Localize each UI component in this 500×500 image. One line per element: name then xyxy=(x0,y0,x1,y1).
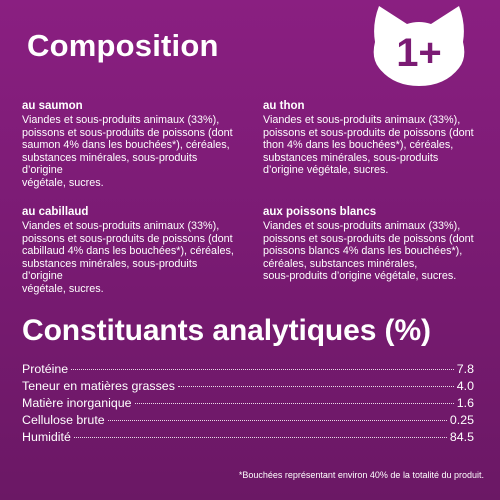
dotted-leader xyxy=(74,437,447,438)
composition-line: Viandes et sous-produits animaux (33%), xyxy=(263,114,461,126)
analytics-value: 1.6 xyxy=(456,396,474,410)
composition-title: Composition xyxy=(27,28,219,63)
analytics-label: Teneur en matières grasses xyxy=(22,379,175,393)
composition-line: Viandes et sous-produits animaux (33%), xyxy=(22,114,220,126)
composition-text xyxy=(22,114,237,190)
composition-line: sous-produits d’origine végétale, sucres. xyxy=(263,270,457,283)
analytics-label: Cellulose brute xyxy=(22,413,105,427)
analytics-label: Humidité xyxy=(22,430,71,444)
composition-line: substances minérales, sous-produits d’origine xyxy=(22,257,198,283)
composition-thon xyxy=(263,100,481,177)
analytics-value: 84.5 xyxy=(449,430,474,444)
composition-line: poissons et sous-produits de poissons (dont xyxy=(22,232,233,245)
composition-line: poissons blancs 4% dans les bouchées*), xyxy=(263,245,463,258)
dotted-leader xyxy=(135,403,454,404)
analytics-title: Constituants analytiques (%) xyxy=(22,314,431,347)
cat-head-icon xyxy=(365,4,473,88)
composition-line: poissons et sous-produits de poissons (dont xyxy=(263,232,474,245)
footnote: *Bouchées représentant environ 40% de la totalité du produit. xyxy=(238,470,484,480)
composition-line: céréales, substances minérales, xyxy=(263,257,418,270)
age-badge-label: 1+ xyxy=(396,31,442,75)
composition-heading: au cabillaud xyxy=(22,206,89,218)
composition-line: substances minérales, sous-produits d’origine xyxy=(22,151,198,177)
analytics-row xyxy=(22,361,474,378)
composition-line: d’origine végétale, sucres. xyxy=(263,164,389,177)
composition-cabillaud xyxy=(22,206,237,296)
composition-saumon xyxy=(22,100,237,190)
composition-poissons-blancs xyxy=(263,206,481,283)
composition-heading: au thon xyxy=(263,100,305,112)
composition-heading: au saumon xyxy=(22,100,83,112)
age-badge xyxy=(365,4,473,88)
analytics-label: Protéine xyxy=(22,362,69,376)
composition-line: cabillaud 4% dans les bouchées*), céréales, xyxy=(22,245,234,258)
analytics-value: 4.0 xyxy=(456,379,474,393)
composition-line: substances minérales, sous-produits xyxy=(263,151,439,164)
composition-line: thon 4% dans les bouchées*), céréales, xyxy=(263,139,454,152)
analytics-label: Matière inorganique xyxy=(22,396,132,410)
analytics-row xyxy=(22,412,474,429)
composition-line: végétale, sucres. xyxy=(22,282,104,295)
composition-text xyxy=(22,220,237,296)
analytics-value: 0.25 xyxy=(449,413,474,427)
composition-text xyxy=(263,114,481,177)
composition-line: saumon 4% dans les bouchées*), céréales, xyxy=(22,139,230,152)
composition-line: Viandes et sous-produits animaux (33%), xyxy=(22,220,220,232)
composition-line: Viandes et sous-produits animaux (33%), xyxy=(263,220,461,232)
analytics-table xyxy=(22,361,474,446)
composition-line: poissons et sous-produits de poissons (dont xyxy=(263,126,474,139)
dotted-leader xyxy=(71,369,454,370)
composition-line: végétale, sucres. xyxy=(22,176,104,189)
analytics-value: 7.8 xyxy=(456,362,474,376)
analytics-row xyxy=(22,378,474,395)
composition-heading: aux poissons blancs xyxy=(263,206,377,218)
dotted-leader xyxy=(108,420,447,421)
composition-text xyxy=(263,220,481,283)
dotted-leader xyxy=(178,386,454,387)
analytics-row xyxy=(22,429,474,446)
analytics-row xyxy=(22,395,474,412)
composition-line: poissons et sous-produits de poissons (dont xyxy=(22,126,233,139)
